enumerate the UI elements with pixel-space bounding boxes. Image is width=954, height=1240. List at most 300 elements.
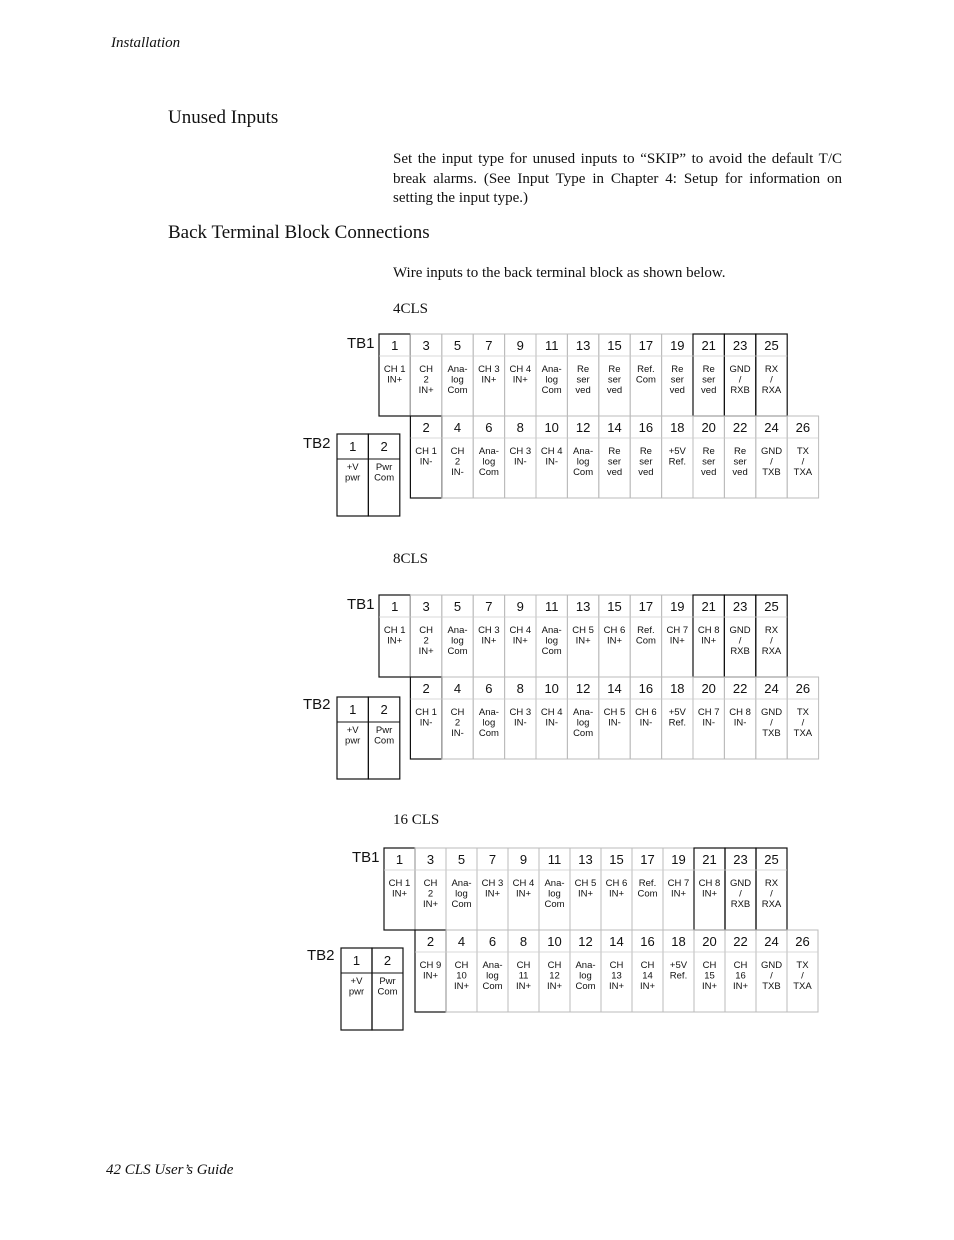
terminal-label: CH 1 (383, 364, 406, 375)
terminal-label: CH 1 (388, 878, 411, 889)
terminal-label: IN+ (515, 888, 532, 900)
unused-inputs-heading: Unused Inputs (168, 107, 279, 128)
diagram-label-16cls: 16 CLS (393, 812, 440, 828)
terminal-label: Ana- (447, 364, 468, 375)
terminal-label: Re (608, 446, 621, 457)
terminal-label: CH 3 (509, 707, 532, 718)
tb1-label: TB1 (352, 849, 380, 866)
terminal-label: +5V (669, 960, 688, 971)
terminal-number: 16 (640, 934, 655, 949)
terminal-label: TXB (762, 981, 781, 992)
terminal-number: 26 (795, 681, 811, 696)
terminal-label: Com (637, 888, 658, 900)
terminal-label: Ana- (447, 625, 468, 636)
terminal-number: 16 (638, 420, 654, 435)
tb2-label: TB2 (307, 947, 335, 964)
terminal-label: IN+ (608, 981, 625, 992)
terminal-label: CH 8 (697, 625, 720, 636)
terminal-number: 20 (702, 934, 717, 949)
terminal-number: 9 (519, 852, 528, 867)
terminal-label: IN+ (701, 635, 717, 647)
terminal-number: 2 (422, 420, 430, 435)
terminal-label: TX (796, 707, 809, 718)
terminal-label: 11 (518, 970, 529, 982)
terminal-label: Ana- (478, 707, 499, 718)
terminal-label: RXA (761, 899, 782, 910)
terminal-label: CH (423, 878, 438, 889)
terminal-label: / (801, 970, 804, 982)
terminal-label: 12 (549, 970, 560, 982)
terminal-number: 4 (457, 934, 466, 949)
terminal-label: ser (702, 374, 716, 386)
terminal-label: Ana- (573, 707, 594, 718)
terminal-label: CH 1 (383, 625, 406, 636)
terminal-number: 9 (516, 338, 524, 353)
terminal-label: CH (609, 960, 624, 971)
terminal-label: Com (451, 899, 472, 910)
terminal-number: 20 (701, 681, 716, 696)
terminal-number: 12 (575, 681, 591, 696)
terminal-label: CH 4 (512, 878, 535, 889)
terminal-label: CH (640, 960, 655, 971)
terminal-label: log (576, 717, 590, 729)
terminal-label: 2 (423, 635, 429, 647)
terminal-label: log (545, 374, 559, 386)
terminal-number: 8 (516, 420, 524, 435)
terminal-number: 14 (609, 934, 624, 949)
terminal-label: Re (702, 446, 715, 457)
terminal-label: RXB (730, 385, 750, 396)
terminal-label: TXA (793, 728, 813, 739)
terminal-label: ved (669, 385, 685, 396)
terminal-label: Ref. (669, 970, 688, 982)
terminal-number: 21 (701, 599, 716, 614)
terminal-label: TXA (793, 981, 812, 992)
terminal-label: IN- (545, 717, 559, 729)
terminal-label: IN- (419, 456, 433, 468)
terminal-label: +V (346, 725, 359, 736)
terminal-number: 12 (578, 934, 593, 949)
terminal-label: IN+ (608, 888, 625, 900)
terminal-label: CH 4 (540, 446, 563, 457)
terminal-label: 14 (642, 970, 653, 982)
terminal-label: CH 7 (697, 707, 720, 718)
terminal-label: RXA (761, 385, 782, 396)
terminal-label: IN+ (387, 635, 403, 647)
terminal-label: Ana- (544, 878, 565, 889)
terminal-label: CH (733, 960, 748, 971)
terminal-number: 23 (733, 852, 748, 867)
terminal-label: Ana- (541, 625, 562, 636)
terminal-label: GND (729, 364, 751, 375)
terminal-label: TXB (762, 467, 781, 478)
terminal-label: Ana- (573, 446, 594, 457)
terminal-label: CH (547, 960, 562, 971)
terminal-label: Ref. (638, 878, 657, 889)
terminal-number: 5 (457, 852, 466, 867)
terminal-label: IN- (702, 717, 716, 729)
terminal-label: log (545, 635, 559, 647)
terminal-label: +V (350, 976, 363, 987)
terminal-number: 7 (488, 852, 497, 867)
terminal-number: 6 (485, 420, 493, 435)
terminal-label: RX (764, 625, 779, 636)
terminal-label: IN+ (418, 385, 434, 396)
terminal-label: 10 (456, 970, 467, 982)
terminal-number: 15 (607, 338, 622, 353)
terminal-label: IN+ (575, 635, 591, 647)
terminal-number: 7 (485, 338, 493, 353)
terminal-number: 13 (575, 599, 591, 614)
terminal-label: TXB (762, 728, 781, 739)
terminal-label: ved (732, 467, 748, 478)
terminal-number: 18 (671, 934, 686, 949)
terminal-label: Com (374, 472, 395, 484)
terminal-label: ser (670, 374, 684, 386)
terminal-number: 15 (609, 852, 624, 867)
terminal-label: CH 5 (574, 878, 597, 889)
terminal-label: IN- (451, 728, 464, 739)
terminal-label: / (770, 717, 773, 729)
terminal-label: IN+ (606, 635, 623, 647)
terminal-label: IN+ (453, 981, 470, 992)
terminal-number: 15 (607, 599, 622, 614)
terminal-label: IN+ (481, 374, 497, 386)
terminal-label: CH 7 (667, 878, 690, 889)
terminal-label: IN- (733, 717, 747, 729)
terminal-number: 25 (764, 338, 779, 353)
terminal-label: Com (544, 899, 565, 910)
terminal-label: IN- (419, 717, 433, 729)
terminal-label: IN+ (670, 888, 687, 900)
terminal-label: / (770, 635, 773, 647)
terminal-label: Com (573, 467, 594, 478)
terminal-label: Pwr (375, 725, 393, 736)
terminal-number: 10 (544, 420, 559, 435)
terminal-label: Ref. (637, 625, 655, 636)
back-terminal-intro: Wire inputs to the back terminal block as shown below. (393, 265, 726, 281)
terminal-label: IN+ (484, 888, 501, 900)
terminal-label: CH (702, 960, 717, 971)
terminal-number: 5 (453, 338, 462, 353)
terminal-label: log (451, 374, 464, 386)
terminal-label: CH 8 (729, 707, 751, 718)
terminal-number: 25 (764, 599, 779, 614)
terminal-label: Com (447, 646, 468, 657)
terminal-label: ser (639, 456, 653, 468)
terminal-label: ved (701, 385, 717, 396)
terminal-label: Re (577, 364, 590, 375)
terminal-label: CH 1 (415, 707, 437, 718)
terminal-label: CH 6 (635, 707, 657, 718)
terminal-number: 22 (732, 420, 748, 435)
terminal-label: +5V (668, 707, 686, 718)
terminal-label: 13 (611, 970, 622, 982)
terminal-label: Com (573, 728, 594, 739)
terminal-label: Com (377, 986, 398, 998)
terminal-label: CH 6 (603, 625, 626, 636)
terminal-label: CH 8 (698, 878, 721, 889)
terminal-label: IN+ (512, 635, 528, 647)
terminal-number: 3 (426, 852, 435, 867)
terminal-label: GND (729, 625, 751, 636)
terminal-label: IN+ (515, 981, 532, 992)
terminal-label: CH 3 (478, 364, 500, 375)
terminal-label: RXB (730, 899, 751, 910)
terminal-label: Com (541, 646, 562, 657)
terminal-number: 1 (391, 338, 399, 353)
terminal-label: 16 (735, 970, 746, 982)
terminal-number: 9 (516, 599, 524, 614)
terminal-label: CH (454, 960, 469, 971)
terminal-label: IN- (608, 717, 621, 729)
terminal-label: +V (346, 462, 359, 473)
terminal-label: +5V (668, 446, 686, 457)
terminal-label: Ana- (541, 364, 562, 375)
terminal-label: log (548, 888, 561, 900)
terminal-label: CH 5 (572, 625, 594, 636)
terminal-number: 6 (488, 934, 497, 949)
tb1-label: TB1 (347, 596, 375, 613)
terminal-label: CH (450, 707, 465, 718)
terminal-label: ser (733, 456, 747, 468)
terminal-label: 15 (704, 970, 715, 982)
terminal-label: Re (734, 446, 747, 457)
terminal-label: / (739, 888, 742, 900)
terminal-label: IN+ (732, 981, 749, 992)
terminal-label: Com (635, 374, 656, 386)
terminal-label: ser (702, 456, 716, 468)
terminal-label: Re (639, 446, 652, 457)
terminal-number: 17 (640, 852, 655, 867)
terminal-label: Re (608, 364, 621, 375)
terminal-label: Ana- (482, 960, 503, 971)
terminal-label: log (486, 970, 499, 982)
terminal-label: CH 4 (509, 364, 532, 375)
terminal-label: Com (447, 385, 468, 396)
terminal-label: IN- (545, 456, 559, 468)
terminal-number: 1 (391, 599, 399, 614)
terminal-label: Ref. (637, 364, 655, 375)
terminal-number: 2 (383, 953, 392, 968)
terminal-label: log (455, 888, 468, 900)
terminal-label: RXA (761, 646, 782, 657)
terminal-number: 18 (670, 420, 685, 435)
terminal-number: 24 (764, 420, 779, 435)
terminal-number: 11 (544, 599, 559, 614)
terminal-label: ved (606, 467, 623, 478)
terminal-number: 1 (352, 953, 361, 968)
terminal-label: CH (419, 364, 433, 375)
terminal-label: IN+ (512, 374, 528, 386)
terminal-number: 22 (732, 681, 748, 696)
terminal-label: CH 4 (540, 707, 563, 718)
terminal-number: 13 (575, 338, 591, 353)
terminal-label: Ref. (668, 717, 687, 729)
terminal-number: 2 (422, 681, 430, 696)
terminal-label: GND (729, 878, 752, 889)
terminal-number: 21 (701, 338, 716, 353)
terminal-label: Re (671, 364, 684, 375)
terminal-label: ser (607, 456, 622, 468)
terminal-number: 4 (453, 420, 462, 435)
terminal-number: 21 (702, 852, 717, 867)
terminal-label: 2 (423, 374, 429, 386)
terminal-number: 14 (607, 420, 622, 435)
terminal-number: 10 (544, 681, 559, 696)
terminal-label: CH 5 (603, 707, 626, 718)
terminal-label: GND (760, 960, 783, 971)
terminal-label: log (482, 456, 496, 468)
terminal-number: 6 (485, 681, 493, 696)
terminal-number: 16 (638, 681, 654, 696)
terminal-number: 4 (453, 681, 462, 696)
terminal-label: ved (638, 467, 654, 478)
terminal-label: Com (478, 728, 499, 739)
tb2-label: TB2 (303, 435, 331, 452)
terminal-label: pwr (345, 735, 361, 747)
terminal-label: / (801, 456, 805, 468)
terminal-number: 19 (670, 338, 685, 353)
diagram-label-8cls: 8CLS (393, 551, 429, 567)
terminal-label: GND (760, 446, 783, 457)
terminal-label: Com (478, 467, 499, 478)
terminal-label: IN+ (387, 374, 403, 386)
terminal-label: / (770, 970, 773, 982)
terminal-number: 20 (701, 420, 716, 435)
running-header: Installation (111, 35, 181, 51)
terminal-label: CH 3 (509, 446, 532, 457)
terminal-label: / (801, 717, 805, 729)
terminal-label: IN+ (418, 646, 434, 657)
terminal-label: IN+ (639, 981, 656, 992)
terminal-number: 18 (670, 681, 685, 696)
terminal-number: 8 (516, 681, 524, 696)
terminal-number: 26 (795, 420, 811, 435)
terminal-label: IN- (639, 717, 653, 729)
terminal-number: 17 (638, 338, 654, 353)
terminal-number: 8 (519, 934, 528, 949)
terminal-label: log (576, 456, 590, 468)
terminal-label: IN+ (546, 981, 563, 992)
back-terminal-heading: Back Terminal Block Connections (168, 222, 430, 243)
terminal-label: CH (450, 446, 465, 457)
terminal-label: 2 (454, 717, 461, 729)
terminal-label: CH 3 (481, 878, 504, 889)
terminal-number: 1 (349, 439, 357, 454)
tb2-label: TB2 (303, 696, 331, 713)
terminal-label: IN- (513, 717, 527, 729)
terminal-label: Re (702, 364, 715, 375)
terminal-label: pwr (345, 472, 361, 484)
terminal-number: 12 (575, 420, 591, 435)
terminal-label: IN+ (701, 888, 718, 900)
terminal-label: IN+ (391, 888, 408, 900)
terminal-label: IN+ (422, 970, 439, 982)
terminal-label: IN+ (669, 635, 685, 647)
page-footer: 42 CLS User’s Guide (106, 1162, 234, 1178)
terminal-number: 23 (732, 338, 748, 353)
terminal-label: CH (419, 625, 433, 636)
terminal-label: / (770, 456, 773, 468)
terminal-number: 7 (485, 599, 493, 614)
terminal-label: ser (607, 374, 622, 386)
terminal-number: 3 (422, 599, 430, 614)
terminal-label: CH 4 (509, 625, 532, 636)
terminal-label: Ana- (478, 446, 499, 457)
terminal-label: GND (760, 707, 783, 718)
terminal-number: 2 (380, 439, 388, 454)
terminal-label: log (482, 717, 496, 729)
terminal-label: ved (575, 385, 591, 396)
terminal-label: CH 3 (478, 625, 500, 636)
terminal-label: / (770, 888, 773, 900)
terminal-label: IN+ (701, 981, 718, 992)
terminal-number: 5 (453, 599, 462, 614)
terminal-label: Ref. (668, 456, 687, 468)
terminal-label: pwr (348, 986, 365, 998)
terminal-label: CH 9 (419, 960, 442, 971)
terminal-number: 26 (795, 934, 810, 949)
terminal-number: 14 (607, 681, 622, 696)
terminal-label: ser (576, 374, 590, 386)
terminal-number: 19 (670, 599, 685, 614)
terminal-label: 2 (427, 888, 434, 900)
terminal-label: CH 6 (605, 878, 628, 889)
terminal-number: 1 (395, 852, 404, 867)
terminal-label: Com (575, 981, 596, 992)
terminal-number: 22 (733, 934, 748, 949)
terminal-label: log (451, 635, 464, 647)
terminal-number: 10 (547, 934, 562, 949)
terminal-number: 1 (349, 702, 357, 717)
terminal-label: CH 7 (666, 625, 689, 636)
terminal-label: IN- (451, 467, 464, 478)
terminal-number: 2 (426, 934, 435, 949)
terminal-label: IN+ (577, 888, 594, 900)
terminal-number: 13 (578, 852, 593, 867)
terminal-label: CH 1 (415, 446, 437, 457)
terminal-number: 11 (547, 852, 562, 867)
terminal-number: 17 (638, 599, 654, 614)
unused-inputs-paragraph: Set the input type for unused inputs to “SKIP” to avoid the default T/C break alarms. (See Input Type in Chapter 4: Setup for information on setting the input type.) (393, 151, 842, 206)
terminal-label: Com (374, 735, 395, 747)
terminal-label: TX (796, 446, 809, 457)
terminal-label: IN+ (422, 899, 439, 910)
terminal-label: 2 (454, 456, 461, 468)
terminal-label: CH (516, 960, 531, 971)
diagram-label-4cls: 4CLS (393, 301, 429, 317)
terminal-label: TXA (793, 467, 813, 478)
terminal-label: Com (482, 981, 503, 992)
terminal-label: IN- (513, 456, 527, 468)
terminal-label: / (738, 635, 742, 647)
terminal-label: Ana- (451, 878, 472, 889)
terminal-label: IN+ (481, 635, 497, 647)
terminal-label: Com (541, 385, 562, 396)
terminal-number: 11 (544, 338, 559, 353)
terminal-label: / (770, 374, 773, 386)
terminal-number: 19 (671, 852, 686, 867)
terminal-label: RX (764, 878, 779, 889)
terminal-label: Ana- (575, 960, 596, 971)
terminal-number: 3 (422, 338, 430, 353)
tb1-label: TB1 (347, 335, 375, 352)
terminal-label: Pwr (375, 462, 393, 473)
terminal-label: Pwr (379, 976, 396, 987)
terminal-number: 23 (732, 599, 748, 614)
terminal-label: Com (635, 635, 656, 647)
